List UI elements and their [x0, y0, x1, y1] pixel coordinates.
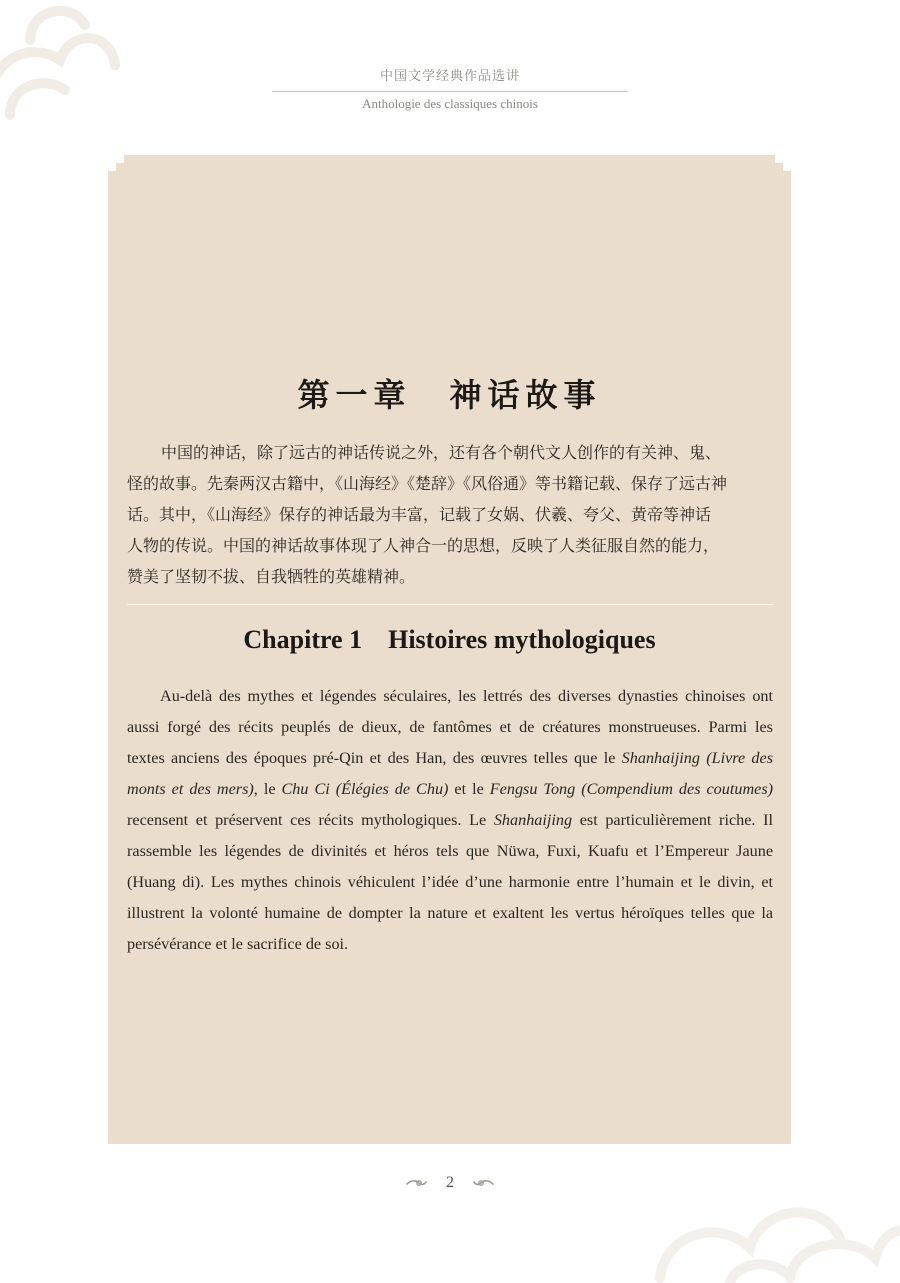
work-title: Shanhaijing: [493, 811, 573, 829]
paragraph-line: 赞美了坚韧不拔、自我牺牲的英雄精神。: [127, 567, 416, 586]
paragraph-line: Au-delà des mythes et légendes séculaires, les lettrés des diverses dynasties chinoises ont: [160, 687, 773, 705]
running-head-rule: [272, 91, 628, 92]
paragraph-line: recensent et préservent ces récits mythologiques. Le Shanhaijing est particulièrement riche. Il: [127, 811, 773, 829]
work-title: Fengsu Tong (Compendium des coutumes): [489, 780, 774, 798]
page-number-value: 2: [446, 1174, 454, 1192]
running-head-french: Anthologie des classiques chinois: [362, 96, 538, 111]
chapter-title-french: Chapitre 1 Histoires mythologiques: [243, 625, 656, 654]
panel-corner-ornament: [108, 155, 124, 171]
paragraph-line: illustrent la volonté humaine de dompter la nature et exaltent les vertus héroïques telles que la: [127, 904, 773, 922]
paragraph-line: rassemble les légendes de divinités et héros tels que Nüwa, Fuxi, Kuafu et l’Empereur Jaune: [127, 842, 773, 860]
running-head-chinese: 中国文学经典作品选讲: [379, 69, 520, 84]
work-title: monts et des mers): [127, 780, 254, 798]
panel-corner-ornament: [775, 155, 791, 171]
chapter-title-chinese: 第一章 神话故事: [297, 376, 602, 414]
scroll-ornament-right-icon: [472, 1178, 494, 1188]
paragraph-line: 中国的神话，除了远古的神话传说之外，还有各个朝代文人创作的有关神、鬼、: [161, 443, 722, 462]
work-title: Chu Ci (Élégies de Chu): [281, 780, 449, 798]
paragraph-line: 怪的故事。先秦两汉古籍中，《山海经》《楚辞》《风俗通》等书籍记载、保存了远古神: [127, 474, 728, 493]
paragraph-line: monts et des mers), le Chu Ci (Élégies de Chu) et le Fengsu Tong (Compendium des coutumes): [127, 780, 774, 798]
paragraph-line: 话。其中，《山海经》保存的神话最为丰富，记载了女娲、伏羲、夸父、黄帝等神话: [127, 505, 712, 524]
paragraph-line: aussi forgé des récits peuplés de dieux, de fantômes et de créatures monstrueuses. Parmi les: [127, 718, 773, 736]
paragraph-line: 人物的传说。中国的神话故事体现了人神合一的思想，反映了人类征服自然的能力，: [127, 536, 720, 555]
paragraph-line: textes anciens des époques pré-Qin et des Han, des œuvres telles que le Shanhaijing (Livre des: [127, 749, 774, 767]
chapter-panel: [108, 155, 791, 1144]
paragraph-line: persévérance et le sacrifice de soi.: [127, 935, 349, 953]
chapter-intro-chinese: [127, 437, 773, 592]
section-divider: [127, 604, 773, 605]
page-number: [0, 1172, 900, 1194]
scroll-ornament-left-icon: [406, 1178, 428, 1188]
work-title: Shanhaijing (Livre des: [621, 749, 774, 767]
chapter-intro-french: [127, 681, 773, 960]
paragraph-line: (Huang di). Les mythes chinois véhiculent l’idée d’une harmonie entre l’humain et le divin, et: [127, 873, 773, 891]
running-head: [0, 68, 900, 112]
